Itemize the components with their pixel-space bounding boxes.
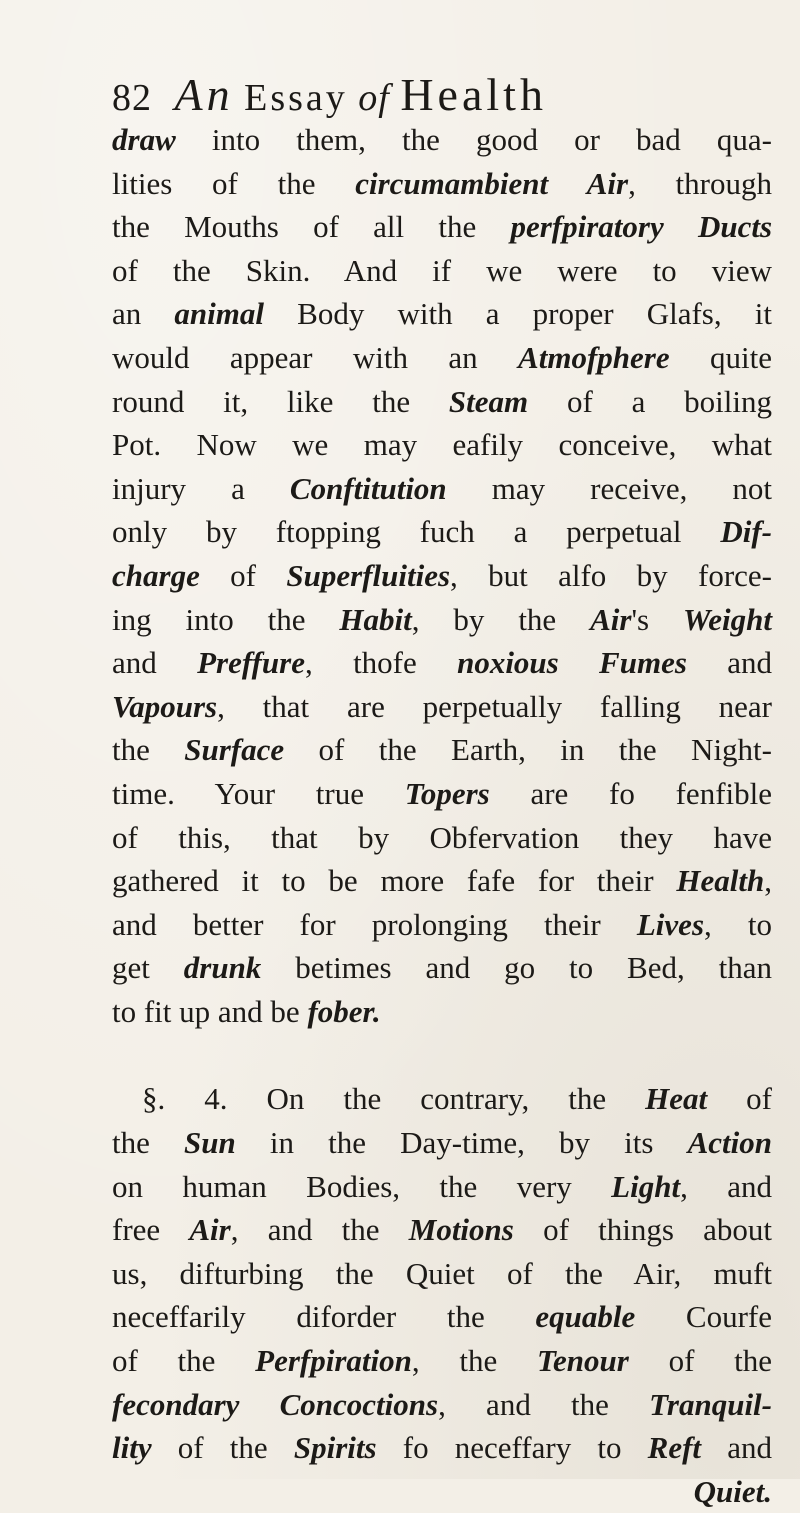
text-line	[112, 990, 772, 1034]
text-line	[112, 292, 772, 336]
text-run: , by the	[411, 601, 591, 637]
italic-phrase: fecondary Concoctions	[112, 1386, 439, 1422]
text-run: of the Skin. And if we were to view	[112, 252, 772, 288]
italic-phrase: Vapours	[112, 688, 218, 724]
italic-phrase: animal	[174, 296, 265, 332]
text-line	[112, 336, 772, 380]
text-run: of	[199, 557, 287, 593]
text-run: fo neceffary to	[376, 1430, 648, 1466]
running-header	[112, 68, 712, 121]
text-run: of the	[628, 1343, 772, 1379]
text-line	[112, 1295, 772, 1339]
text-run: quite	[669, 339, 772, 375]
text-line	[112, 554, 772, 598]
text-line	[112, 1383, 772, 1427]
italic-phrase: draw	[112, 122, 176, 157]
text-line	[112, 205, 772, 249]
text-line	[112, 162, 772, 206]
italic-phrase: Spirits	[293, 1430, 377, 1466]
text-run: an	[112, 296, 175, 332]
text-run: , to	[704, 906, 772, 942]
text-run: and	[686, 645, 772, 681]
italic-phrase: Dif-	[720, 514, 772, 550]
header-health: Health	[400, 69, 547, 120]
text-line	[112, 1470, 772, 1513]
italic-phrase: fober.	[307, 993, 381, 1029]
italic-phrase: perfpiratory Ducts	[510, 209, 773, 245]
paragraph-gap	[112, 1033, 772, 1077]
text-run: , and the	[230, 1212, 409, 1248]
text-run: , thofe	[305, 645, 458, 681]
text-run: , the	[411, 1343, 537, 1379]
text-line	[112, 1121, 772, 1165]
text-run: Courfe	[635, 1299, 772, 1335]
text-line	[112, 1426, 772, 1470]
body-text	[112, 118, 772, 1513]
text-line	[112, 685, 772, 729]
italic-phrase: Tranquil-	[649, 1386, 772, 1422]
italic-phrase: Conftitution	[289, 470, 447, 506]
header-essay: Essay	[244, 77, 348, 119]
text-line	[112, 1077, 772, 1121]
italic-phrase: Air	[590, 601, 632, 637]
text-run: , but alfo by force-	[450, 557, 773, 593]
italic-phrase: Topers	[404, 775, 490, 811]
text-line	[112, 946, 772, 990]
page-number: 82	[112, 77, 152, 119]
text-run: the	[112, 1125, 184, 1161]
text-run: of a boiling	[528, 383, 772, 419]
header-an: An	[174, 69, 234, 120]
text-line	[112, 380, 772, 424]
text-line	[112, 1339, 772, 1383]
text-run: §. 4. On the contrary, the	[142, 1081, 646, 1117]
text-run: of the Earth, in the Night-	[284, 732, 772, 768]
text-line	[112, 423, 772, 467]
text-line	[112, 249, 772, 293]
text-run: , through	[628, 165, 772, 201]
italic-phrase: Atmofphere	[518, 339, 670, 375]
text-run: of the	[151, 1430, 294, 1466]
text-run: Body with a proper Glafs, it	[264, 296, 773, 332]
italic-phrase: circumambient Air	[355, 165, 629, 201]
text-run: and	[701, 1430, 772, 1466]
text-run: of	[707, 1081, 772, 1117]
text-run: neceffarily diforder the	[112, 1299, 536, 1335]
text-run: , and	[680, 1168, 772, 1204]
text-run: into them, the good or bad qua-	[175, 122, 772, 157]
text-line	[112, 467, 772, 511]
text-run: lities of the	[112, 165, 356, 201]
text-run: us, difturbing the Quiet of the Air, muft	[112, 1255, 772, 1291]
text-run: betimes and go to Bed, than	[261, 950, 772, 986]
text-line	[112, 118, 772, 162]
text-line	[112, 859, 772, 903]
italic-phrase: charge	[112, 557, 200, 593]
italic-phrase: Superfluities	[286, 557, 451, 593]
italic-phrase: Perfpiration	[255, 1343, 412, 1379]
text-run: ,	[764, 863, 772, 899]
text-run: injury a	[112, 470, 290, 506]
italic-phrase: Sun	[184, 1125, 236, 1161]
italic-phrase: Reft	[647, 1430, 702, 1466]
text-run: only by ftopping fuch a perpetual	[112, 514, 721, 550]
italic-phrase: Heat	[645, 1081, 708, 1117]
text-run: and	[112, 645, 198, 681]
text-run: are fo fenfible	[489, 775, 773, 811]
text-line	[112, 903, 772, 947]
italic-phrase: equable	[535, 1299, 636, 1335]
italic-phrase: Weight	[683, 601, 773, 637]
italic-phrase: lity	[112, 1430, 152, 1466]
text-run: of this, that by Obfervation they have	[112, 819, 772, 855]
text-run: ing into the	[112, 601, 340, 637]
text-run: may receive, not	[446, 470, 772, 506]
italic-phrase: Health	[676, 863, 765, 899]
italic-phrase: Light	[611, 1168, 681, 1204]
text-run: on human Bodies, the very	[112, 1168, 612, 1204]
text-run: get	[112, 950, 184, 986]
italic-phrase: Surface	[184, 732, 285, 768]
text-run: in the Day-time, by its	[235, 1125, 688, 1161]
italic-phrase: Quiet.	[693, 1473, 772, 1509]
text-line	[112, 1208, 772, 1252]
italic-phrase: drunk	[183, 950, 262, 986]
italic-phrase: Lives	[636, 906, 705, 942]
text-line	[112, 1165, 772, 1209]
italic-phrase: Tenour	[536, 1343, 629, 1379]
text-line	[112, 641, 772, 685]
text-run: 's	[631, 601, 684, 637]
italic-phrase: Habit	[339, 601, 412, 637]
italic-phrase: noxious Fumes	[457, 645, 687, 681]
text-run: time. Your true	[112, 775, 405, 811]
italic-phrase: Action	[687, 1125, 772, 1161]
text-run: and better for prolonging their	[112, 906, 637, 942]
text-run: the	[112, 732, 185, 768]
text-line	[112, 816, 772, 860]
text-run: of things about	[513, 1212, 772, 1248]
text-run: , and the	[438, 1386, 650, 1422]
text-line	[112, 510, 772, 554]
text-run: would appear with an	[112, 339, 519, 375]
text-line	[112, 772, 772, 816]
text-run: gathered it to be more fafe for their	[112, 863, 677, 899]
text-run: the Mouths of all the	[112, 209, 511, 245]
italic-phrase: Motions	[408, 1212, 514, 1248]
italic-phrase: Air	[189, 1212, 231, 1248]
text-line	[112, 728, 772, 772]
text-line	[112, 1252, 772, 1296]
text-run: Pot. Now we may eafily conceive, what	[112, 427, 772, 463]
italic-phrase: Steam	[448, 383, 529, 419]
text-line	[112, 598, 772, 642]
header-of: of	[358, 77, 390, 119]
text-run: of the	[112, 1343, 256, 1379]
text-run: , that are perpetually falling near	[217, 688, 772, 724]
text-run: round it, like the	[112, 383, 449, 419]
text-run: free	[112, 1212, 190, 1248]
italic-phrase: Preffure	[197, 645, 305, 681]
text-run: to fit up and be	[112, 993, 308, 1029]
